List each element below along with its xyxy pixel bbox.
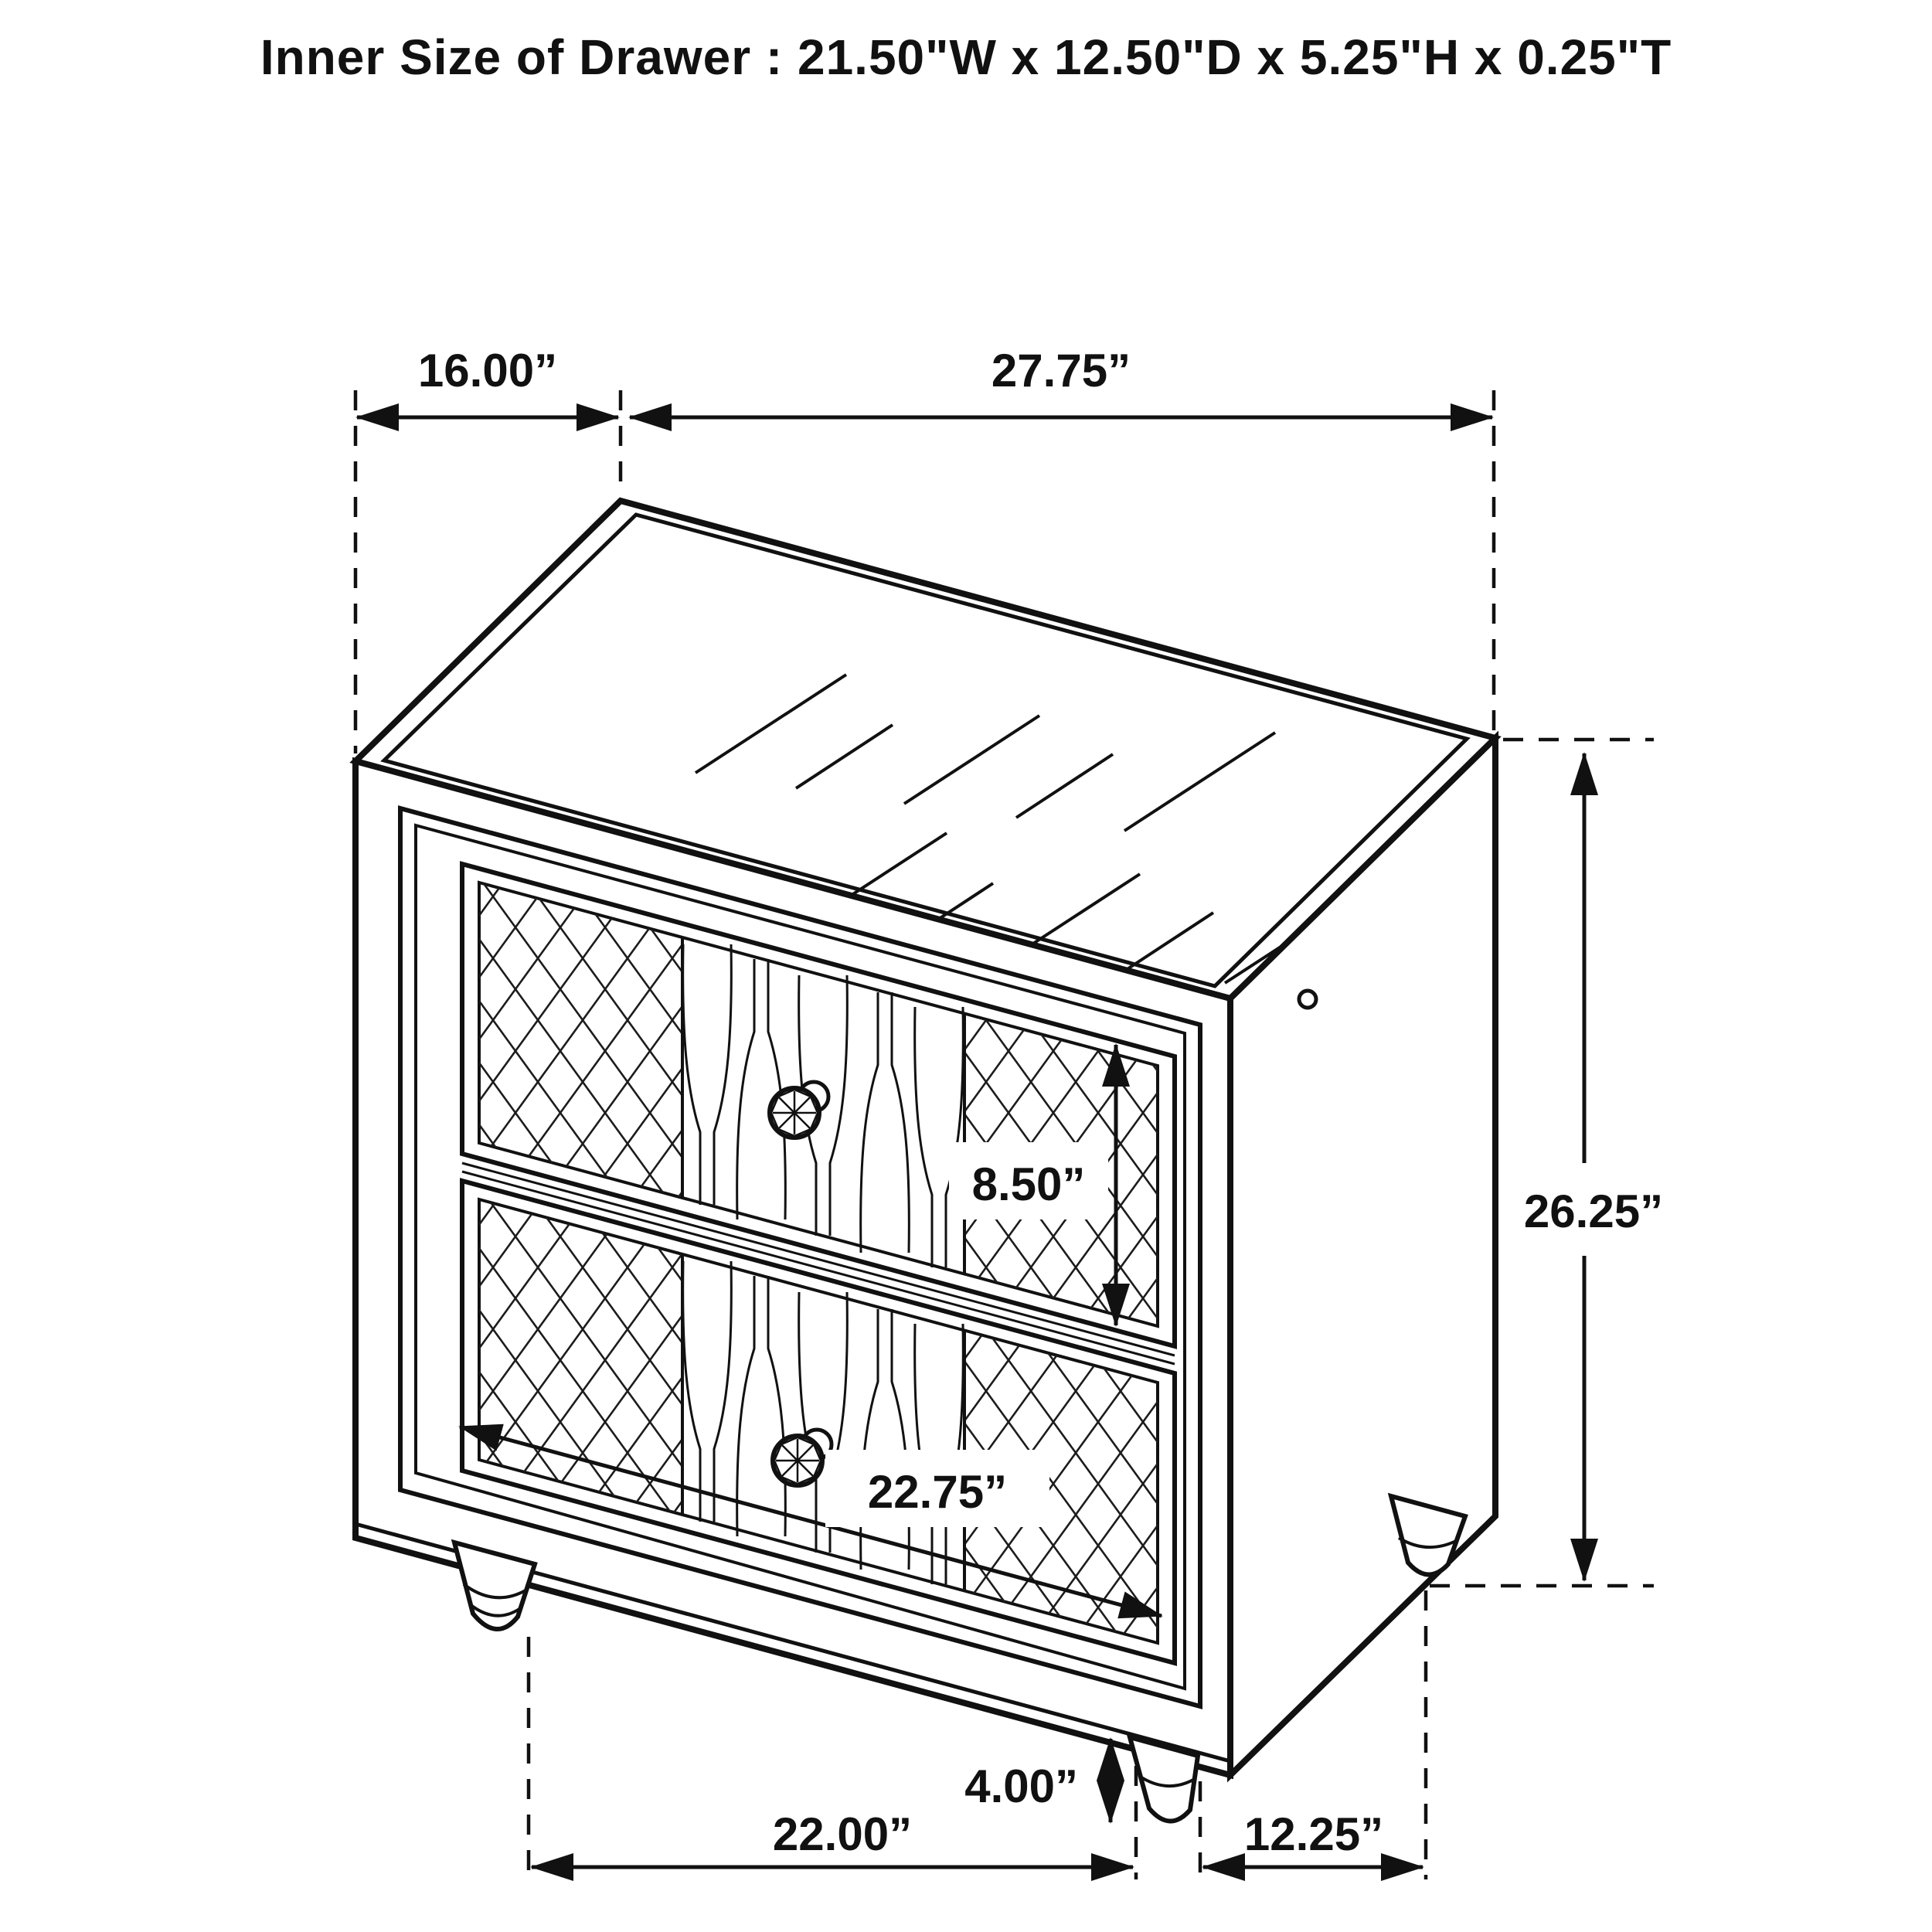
dim-base-depth [1203,1808,1423,1867]
dim-label: 16.00” [417,345,558,396]
lattice-panel [479,1199,682,1515]
nightstand-drawing [355,501,1495,1821]
dim-label: 22.75” [867,1466,1008,1518]
dim-top-width [630,345,1492,417]
dim-leg-height [964,1739,1111,1822]
dim-label: 26.25” [1523,1185,1664,1237]
dim-label: 27.75” [991,345,1131,396]
diagram-title: Inner Size of Drawer : 21.50"W x 12.50"D x 5.25"H x 0.25"T [260,29,1672,85]
dim-base-width [532,1808,1133,1867]
lattice-panel [479,883,682,1198]
dim-label: 12.25” [1243,1808,1384,1860]
dim-label: 22.00” [772,1808,913,1860]
dim-overall-height [1524,753,1663,1580]
dim-label: 4.00” [964,1760,1078,1812]
dim-label: 8.50” [971,1158,1086,1210]
dim-top-depth [357,345,618,417]
